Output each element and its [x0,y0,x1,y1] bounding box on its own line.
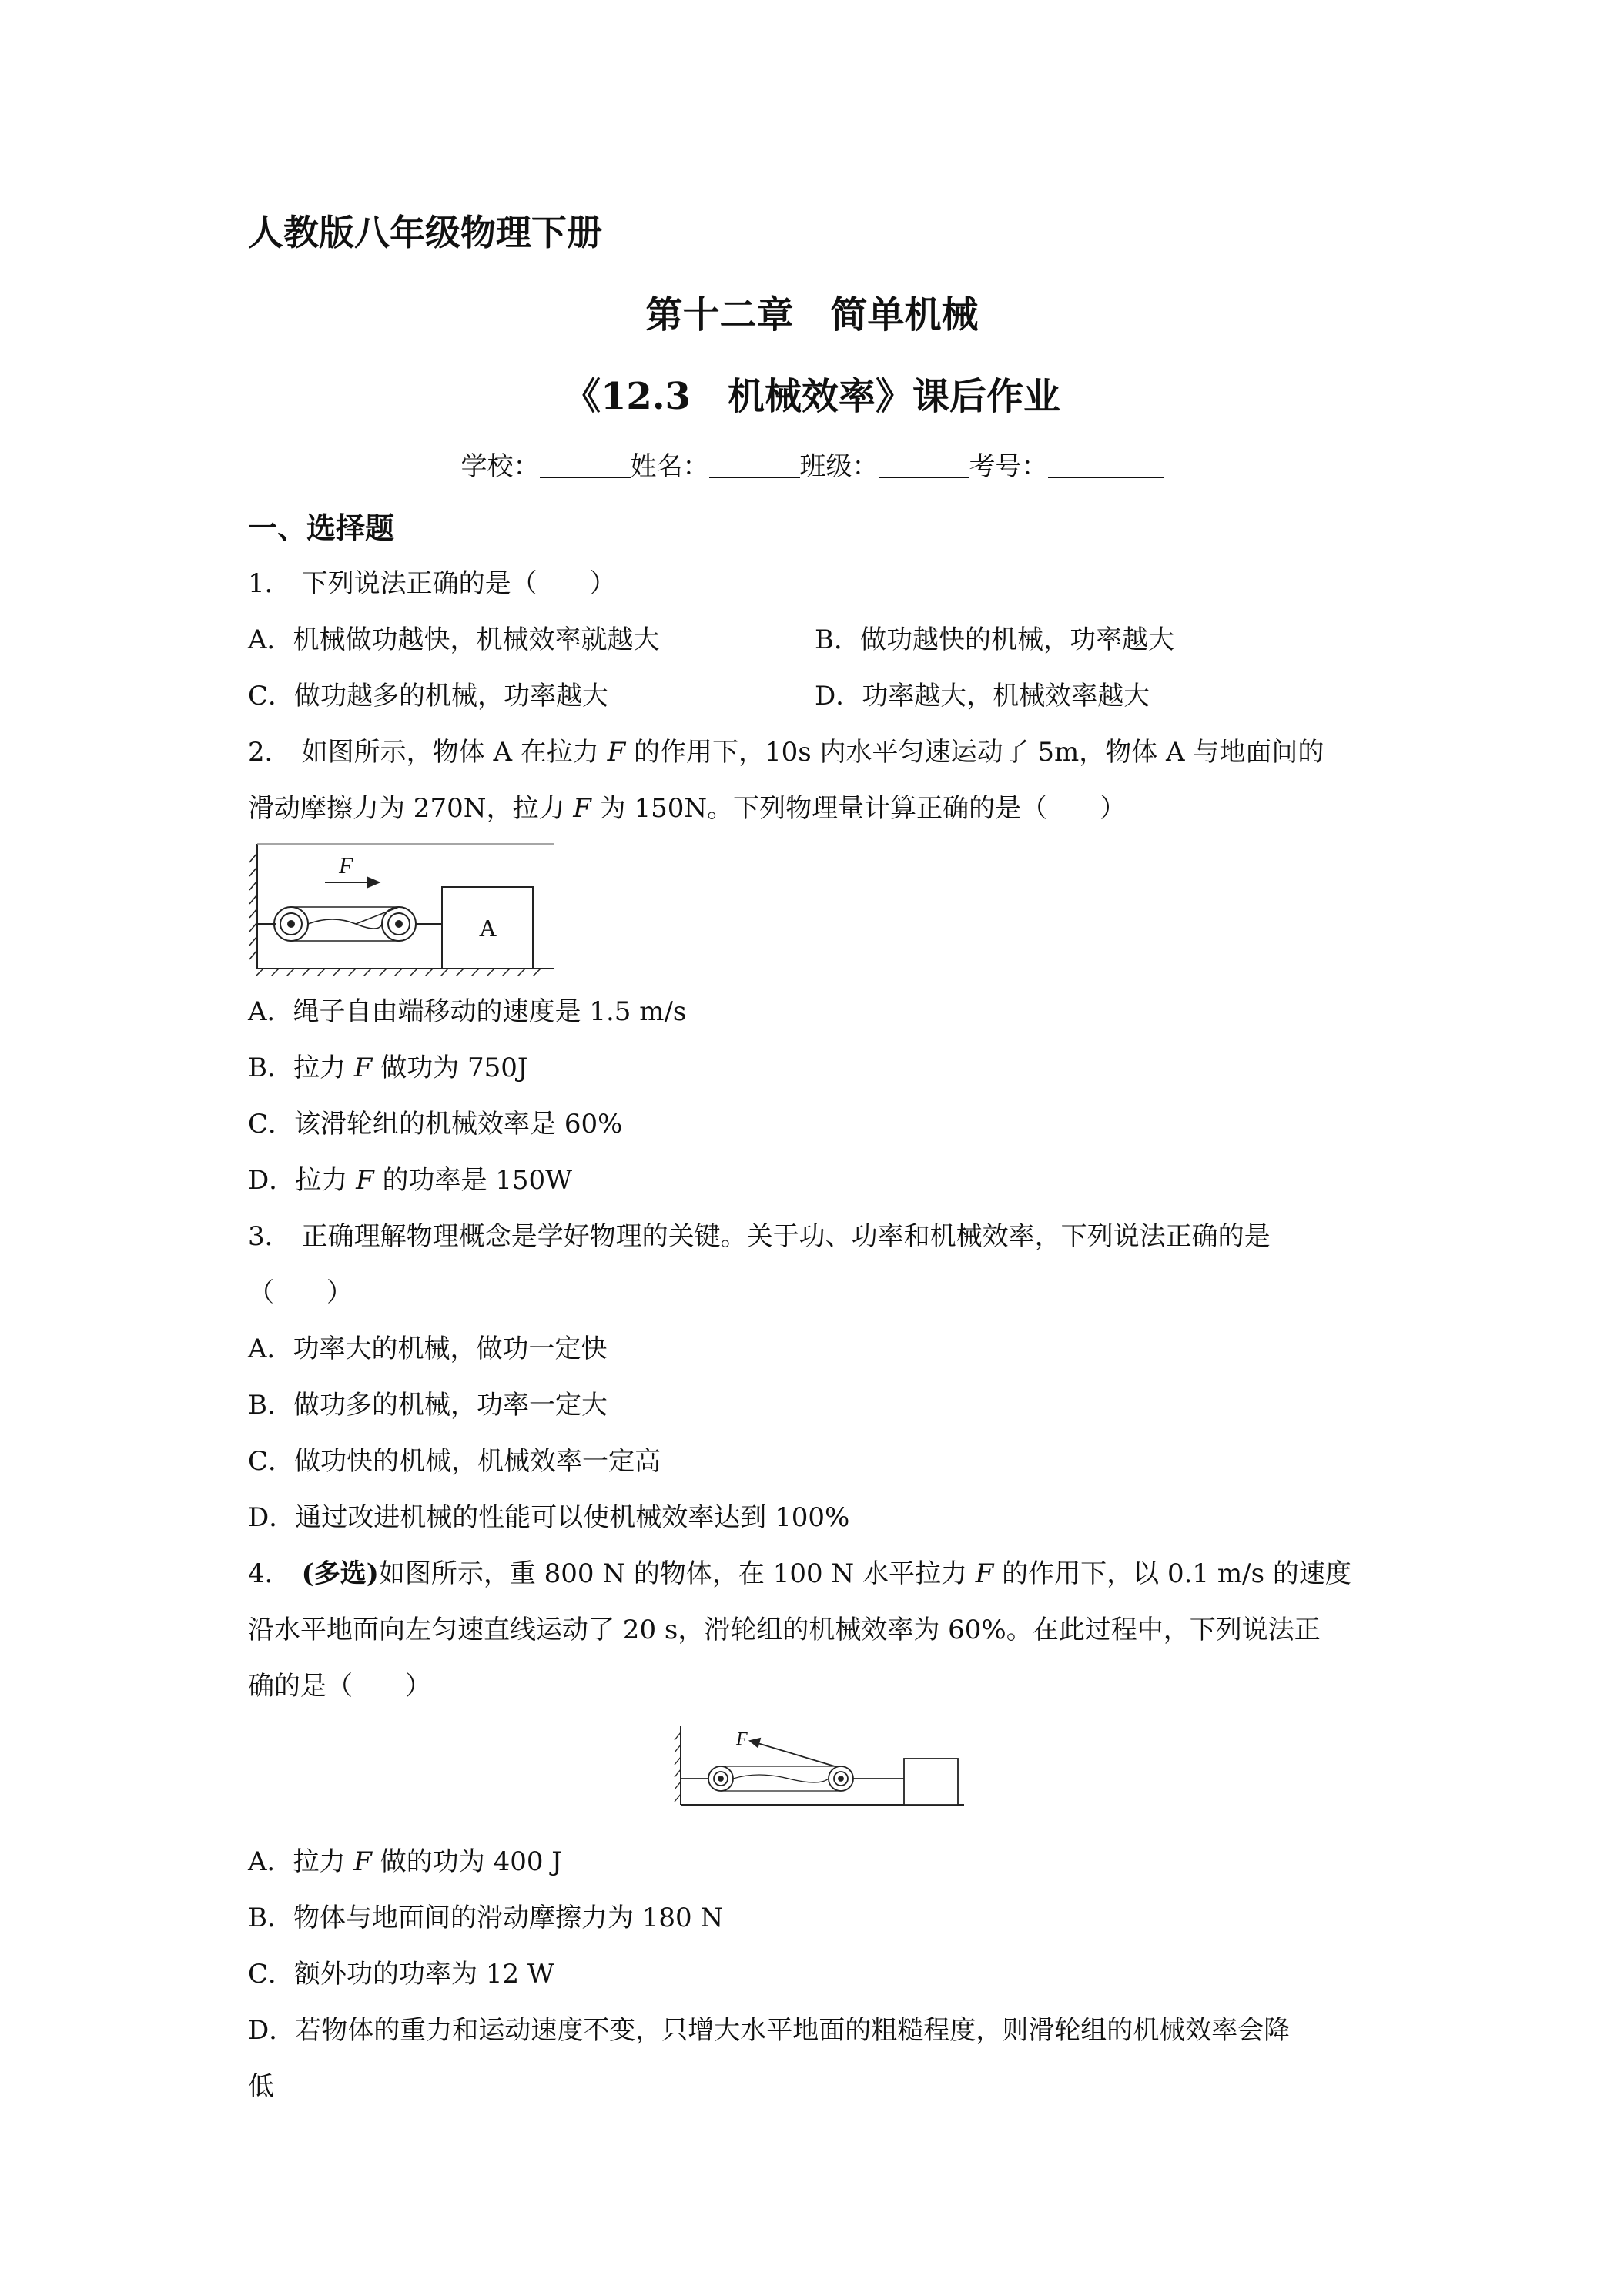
question-text: 为 150N。下列物理量计算正确的是（ ） [591,793,1127,824]
question-2-stem-line2 [248,795,1126,822]
exam-no-blank[interactable] [1048,454,1164,478]
name-label: 姓名： [630,451,709,482]
q1-option-c: C．做功越多的机械，功率越大 [248,681,609,711]
school-blank[interactable] [540,454,631,478]
option-text: 做功为 750J [372,1053,528,1083]
question-number: 4． [248,1558,291,1589]
moving-pulley [382,907,442,941]
question-4-stem-line2: 沿水平地面向左匀速直线运动了 20 s，滑轮组的机械效率为 60%。在此过程中，下列说法正 [248,1615,1321,1645]
q2-option-c: C．该滑轮组的机械效率是 60% [248,1109,623,1140]
question-text: 的作用下，10s 内水平匀速运动了 5m，物体 A 与地面间的 [625,737,1324,768]
exam-no-label: 考号： [969,451,1048,482]
figure-force-label: F [339,853,353,879]
force-symbol: F [353,1053,373,1083]
question-text: 如图所示，重 800 N 的物体，在 100 N 水平拉力 [378,1558,976,1589]
question-text: 如图所示，物体 A 在拉力 [301,737,608,768]
q1-option-b: B．做功越快的机械，功率越大 [815,624,1174,655]
textbook-title: 人教版八年级物理下册 [248,212,602,253]
figure-force-label: F [736,1729,748,1749]
figure-block-label: A [479,914,497,942]
name-blank[interactable] [709,454,800,478]
question-number: 1． [248,568,291,599]
q4-option-b: B．物体与地面间的滑动摩擦力为 180 N [248,1903,724,1933]
question-4-stem-line1 [248,1558,1351,1589]
q4-option-a [248,1846,562,1877]
pulley-figure-2 [673,1725,966,1811]
force-symbol: F [356,1165,374,1196]
question-2-stem-line1 [248,737,1324,768]
question-1-stem [248,568,616,599]
chapter-title: 第十二章 简单机械 [645,293,979,336]
force-arrow [325,878,379,887]
q3-option-b: B．做功多的机械，功率一定大 [248,1390,608,1421]
option-text: 做的功为 400 J [371,1846,562,1877]
question-text: 的作用下，以 0.1 m/s 的速度 [993,1558,1351,1589]
q2-option-b [248,1055,528,1081]
student-info-line [0,445,1624,483]
q3-option-a: A．功率大的机械，做功一定快 [248,1334,608,1364]
q4-option-d-line2: 低 [248,2071,274,2102]
question-number: 2． [248,737,291,768]
option-text: B．拉力 [248,1053,354,1083]
q3-option-d: D．通过改进机械的性能可以使机械效率达到 100% [248,1502,850,1533]
q4-option-c: C．额外功的功率为 12 W [248,1959,554,1990]
question-text: 滑动摩擦力为 270N，拉力 [248,793,574,824]
question-4-stem-line3: 确的是（ ） [248,1671,431,1702]
q4-option-d-line1: D．若物体的重力和运动速度不变，只增大水平地面的粗糙程度，则滑轮组的机械效率会降 [248,2015,1291,2046]
class-label: 班级： [799,451,879,482]
force-symbol: F [353,1846,372,1877]
question-3-stem-line1 [248,1223,1271,1250]
option-text: 的功率是 150W [373,1165,573,1196]
section-title: 一、选择题 [248,510,395,545]
multi-select-tag: (多选) [301,1558,379,1589]
pulley-figure-1 [248,838,556,976]
fixed-pulley [257,907,308,941]
question-number: 3． [248,1221,291,1252]
q1-option-a: A．机械做功越快，机械效率就越大 [248,624,660,655]
option-text: D．拉力 [248,1165,357,1196]
class-blank[interactable] [879,454,969,478]
block [904,1759,958,1805]
force-symbol: F [607,737,626,768]
option-text: A．拉力 [248,1846,354,1877]
question-text: 下列说法正确的是（ ） [301,568,616,599]
question-3-stem-line2: （ ） [248,1277,353,1308]
force-symbol: F [975,1558,994,1589]
question-text: 正确理解物理概念是学好物理的关键。关于功、功率和机械效率，下列说法正确的是 [301,1221,1271,1252]
lesson-title: 《12.3 机械效率》课后作业 [564,375,1060,418]
force-symbol: F [573,793,591,824]
q2-option-d [248,1165,573,1196]
school-label: 学校： [460,451,540,482]
q1-option-d: D．功率越大，机械效率越大 [815,681,1150,711]
q3-option-c: C．做功快的机械，机械效率一定高 [248,1446,661,1477]
q2-option-a: A．绳子自由端移动的速度是 1.5 m/s [248,996,687,1027]
